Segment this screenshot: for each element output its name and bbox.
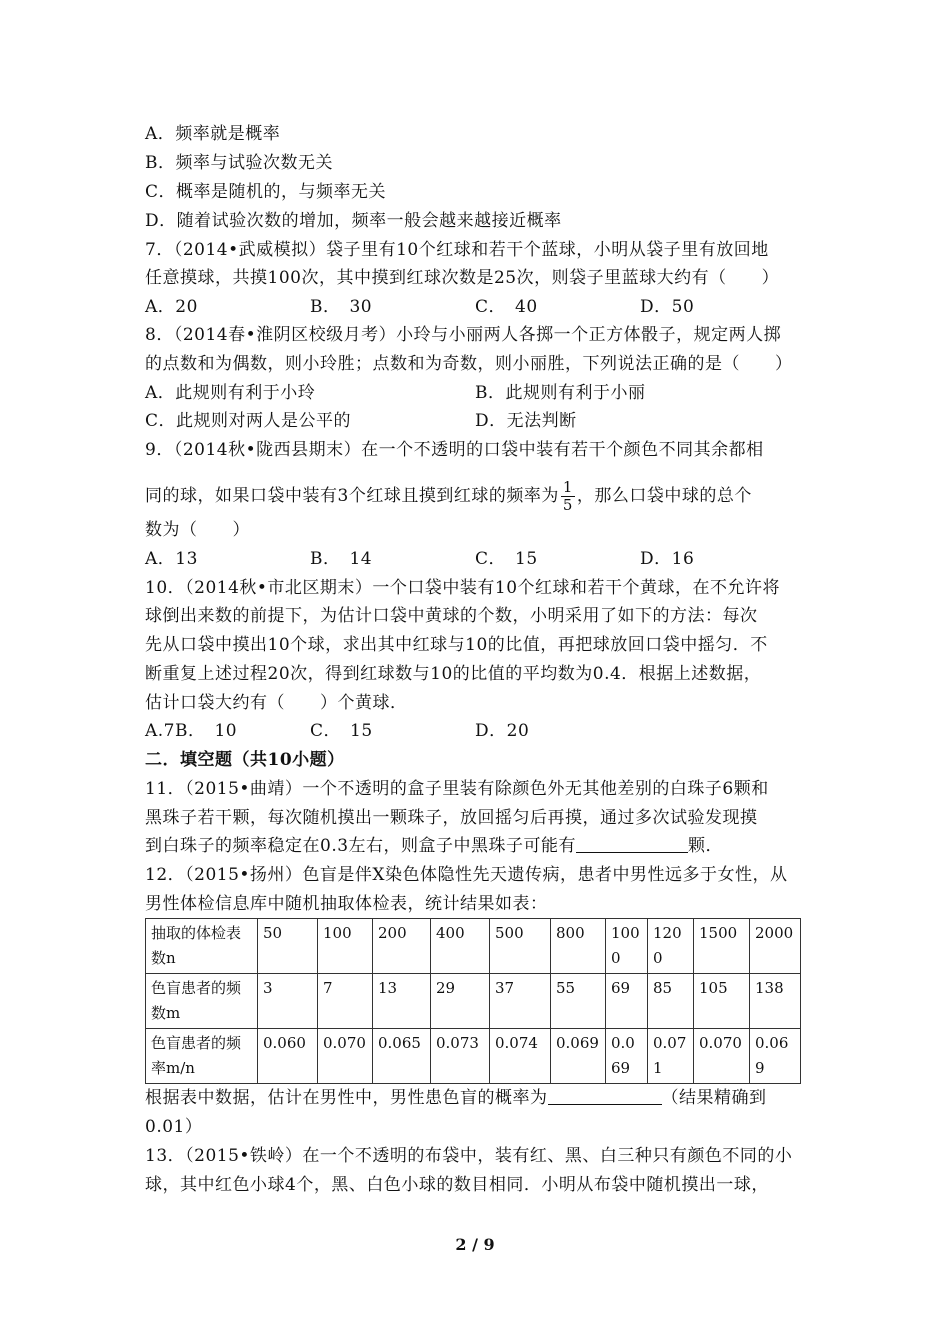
table-row: [146, 919, 801, 974]
table-cell: 2000: [750, 919, 801, 974]
table-cell: 1500: [694, 919, 750, 974]
table-cell: 105: [694, 974, 750, 1029]
q11-line1: 11．（2015•曲靖）一个不透明的盒子里装有除颜色外无其他差别的白珠子6颗和: [145, 779, 769, 799]
q10-line4: 断重复上述过程20次，得到红球数与10的比值的平均数为0.4．根据上述数据，: [145, 664, 762, 684]
q12-line1: 12．（2015•扬州）色盲是伴X染色体隐性先天遗传病，患者中男性远多于女性，从: [145, 865, 788, 885]
table-cell: 0.071: [648, 1029, 694, 1084]
q7-option-b: B． 30: [310, 297, 373, 317]
q6-option-d: D．随着试验次数的增加，频率一般会越来越接近概率: [145, 211, 562, 231]
table-cell: 85: [648, 974, 694, 1029]
q9-line2: [145, 476, 752, 516]
q7-option-d: D．50: [640, 297, 695, 317]
table-row: [146, 1029, 801, 1084]
table-cell: 3: [258, 974, 318, 1029]
table-cell: 色盲患者的频数m: [146, 974, 258, 1029]
table-cell: 0.074: [490, 1029, 551, 1084]
q6-option-a: A．频率就是概率: [145, 124, 281, 144]
table-cell: 0.069: [750, 1029, 801, 1084]
q12-after-text-post: （结果精确到: [661, 1088, 767, 1108]
q7-line2: 任意摸球，共摸100次，其中摸到红球次数是25次，则袋子里蓝球大约有（ ）: [145, 268, 780, 288]
q12-after-line1: [145, 1084, 767, 1112]
q7-option-a: A．20: [145, 297, 198, 317]
q10-option-d: D．20: [475, 721, 530, 741]
table-cell: 29: [431, 974, 490, 1029]
q9-option-d: D．16: [640, 549, 695, 569]
q11-line3-text-post: 颗．: [688, 836, 724, 856]
q9-line2-text-post: ，那么口袋中球的总个: [576, 486, 752, 506]
q8-option-d: D．无法判断: [475, 411, 577, 431]
fraction-numerator: 1: [562, 478, 573, 496]
q11-line2: 黑珠子若干颗，每次随机摸出一颗珠子，放回摇匀后再摸，通过多次试验发现摸: [145, 808, 758, 828]
table-cell: 0.073: [431, 1029, 490, 1084]
table-cell: 37: [490, 974, 551, 1029]
table-cell: 100: [318, 919, 373, 974]
table-cell: 138: [750, 974, 801, 1029]
q10-line3: 先从口袋中摸出10个球，求出其中红球与10的比值，再把球放回口袋中摇匀．不: [145, 635, 768, 655]
table-cell: 500: [490, 919, 551, 974]
q12-line2: 男性体检信息库中随机抽取体检表，统计结果如表：: [145, 894, 548, 914]
table-cell: 1200: [648, 919, 694, 974]
table-cell: 800: [551, 919, 606, 974]
answer-blank: [548, 1086, 662, 1105]
table-cell: 0.070: [694, 1029, 750, 1084]
q6-option-b: B．频率与试验次数无关: [145, 153, 333, 173]
q8-option-b: B．此规则有利于小丽: [475, 383, 646, 403]
q9-option-a: A．13: [145, 549, 198, 569]
q12-after-line2: 0.01）: [145, 1117, 203, 1137]
q13-line1: 13．（2015•铁岭）在一个不透明的布袋中，装有红、黑、白三种只有颜色不同的小: [145, 1146, 793, 1166]
section-title: 二．填空题（共10小题）: [145, 750, 345, 770]
q9-line1: 9．（2014秋•陇西县期末）在一个不透明的口袋中装有若干个颜色不同其余都相: [145, 440, 764, 460]
answer-blank: [576, 834, 688, 853]
table-cell: 0.069: [551, 1029, 606, 1084]
q10-line5: 估计口袋大约有（ ）个黄球．: [145, 693, 408, 713]
q9-option-b: B． 14: [310, 549, 373, 569]
q8-option-c: C．此规则对两人是公平的: [145, 411, 352, 431]
q6-option-c: C．概率是随机的，与频率无关: [145, 182, 387, 202]
table-cell: 400: [431, 919, 490, 974]
table-cell: 1000: [606, 919, 648, 974]
table-cell: 0.065: [373, 1029, 431, 1084]
fraction: [561, 479, 575, 514]
q13-line2: 球，其中红色小球4个，黑、白色小球的数目相同．小明从布袋中随机摸出一球，: [145, 1175, 769, 1195]
table-cell: 50: [258, 919, 318, 974]
table-cell: 69: [606, 974, 648, 1029]
q8-line1: 8．（2014春•淮阴区校级月考）小玲与小丽两人各掷一个正方体骰子，规定两人掷: [145, 325, 782, 345]
table-cell: 13: [373, 974, 431, 1029]
q11-line3: [145, 832, 723, 860]
table-cell: 55: [551, 974, 606, 1029]
table-cell: 7: [318, 974, 373, 1029]
statistics-table: [145, 918, 801, 1084]
q9-line3: 数为（ ）: [145, 520, 250, 540]
table-row: [146, 974, 801, 1029]
table-cell: 0.069: [606, 1029, 648, 1084]
q8-line2: 的点数和为偶数，则小玲胜；点数和为奇数，则小丽胜，下列说法正确的是（ ）: [145, 354, 793, 374]
table-cell: 0.060: [258, 1029, 318, 1084]
q10-option-ab: A.7B． 10: [145, 721, 238, 741]
q11-line3-text-pre: 到白珠子的频率稳定在0.3左右，则盒子中黑珠子可能有: [145, 836, 577, 856]
q10-line1: 10．（2014秋•市北区期末）一个口袋中装有10个红球和若干个黄球，在不允许将: [145, 578, 781, 598]
q7-option-c: C． 40: [475, 297, 538, 317]
q9-option-c: C． 15: [475, 549, 538, 569]
q12-after-text-pre: 根据表中数据，估计在男性中，男性患色盲的概率为: [145, 1088, 548, 1108]
q8-option-a: A．此规则有利于小玲: [145, 383, 316, 403]
q9-line2-text-pre: 同的球，如果口袋中装有3个红球且摸到红球的频率为: [145, 486, 559, 506]
table-cell: 0.070: [318, 1029, 373, 1084]
q10-option-c: C． 15: [310, 721, 373, 741]
table-cell: 200: [373, 919, 431, 974]
page-number: 2 / 9: [455, 1235, 495, 1254]
table-cell: 抽取的体检表数n: [146, 919, 258, 974]
table-cell: 色盲患者的频率m/n: [146, 1029, 258, 1084]
fraction-denominator: 5: [562, 496, 573, 514]
q7-line1: 7．（2014•武威模拟）袋子里有10个红球和若干个蓝球，小明从袋子里有放回地: [145, 240, 769, 260]
q10-line2: 球倒出来数的前提下，为估计口袋中黄球的个数，小明采用了如下的方法：每次: [145, 606, 758, 626]
